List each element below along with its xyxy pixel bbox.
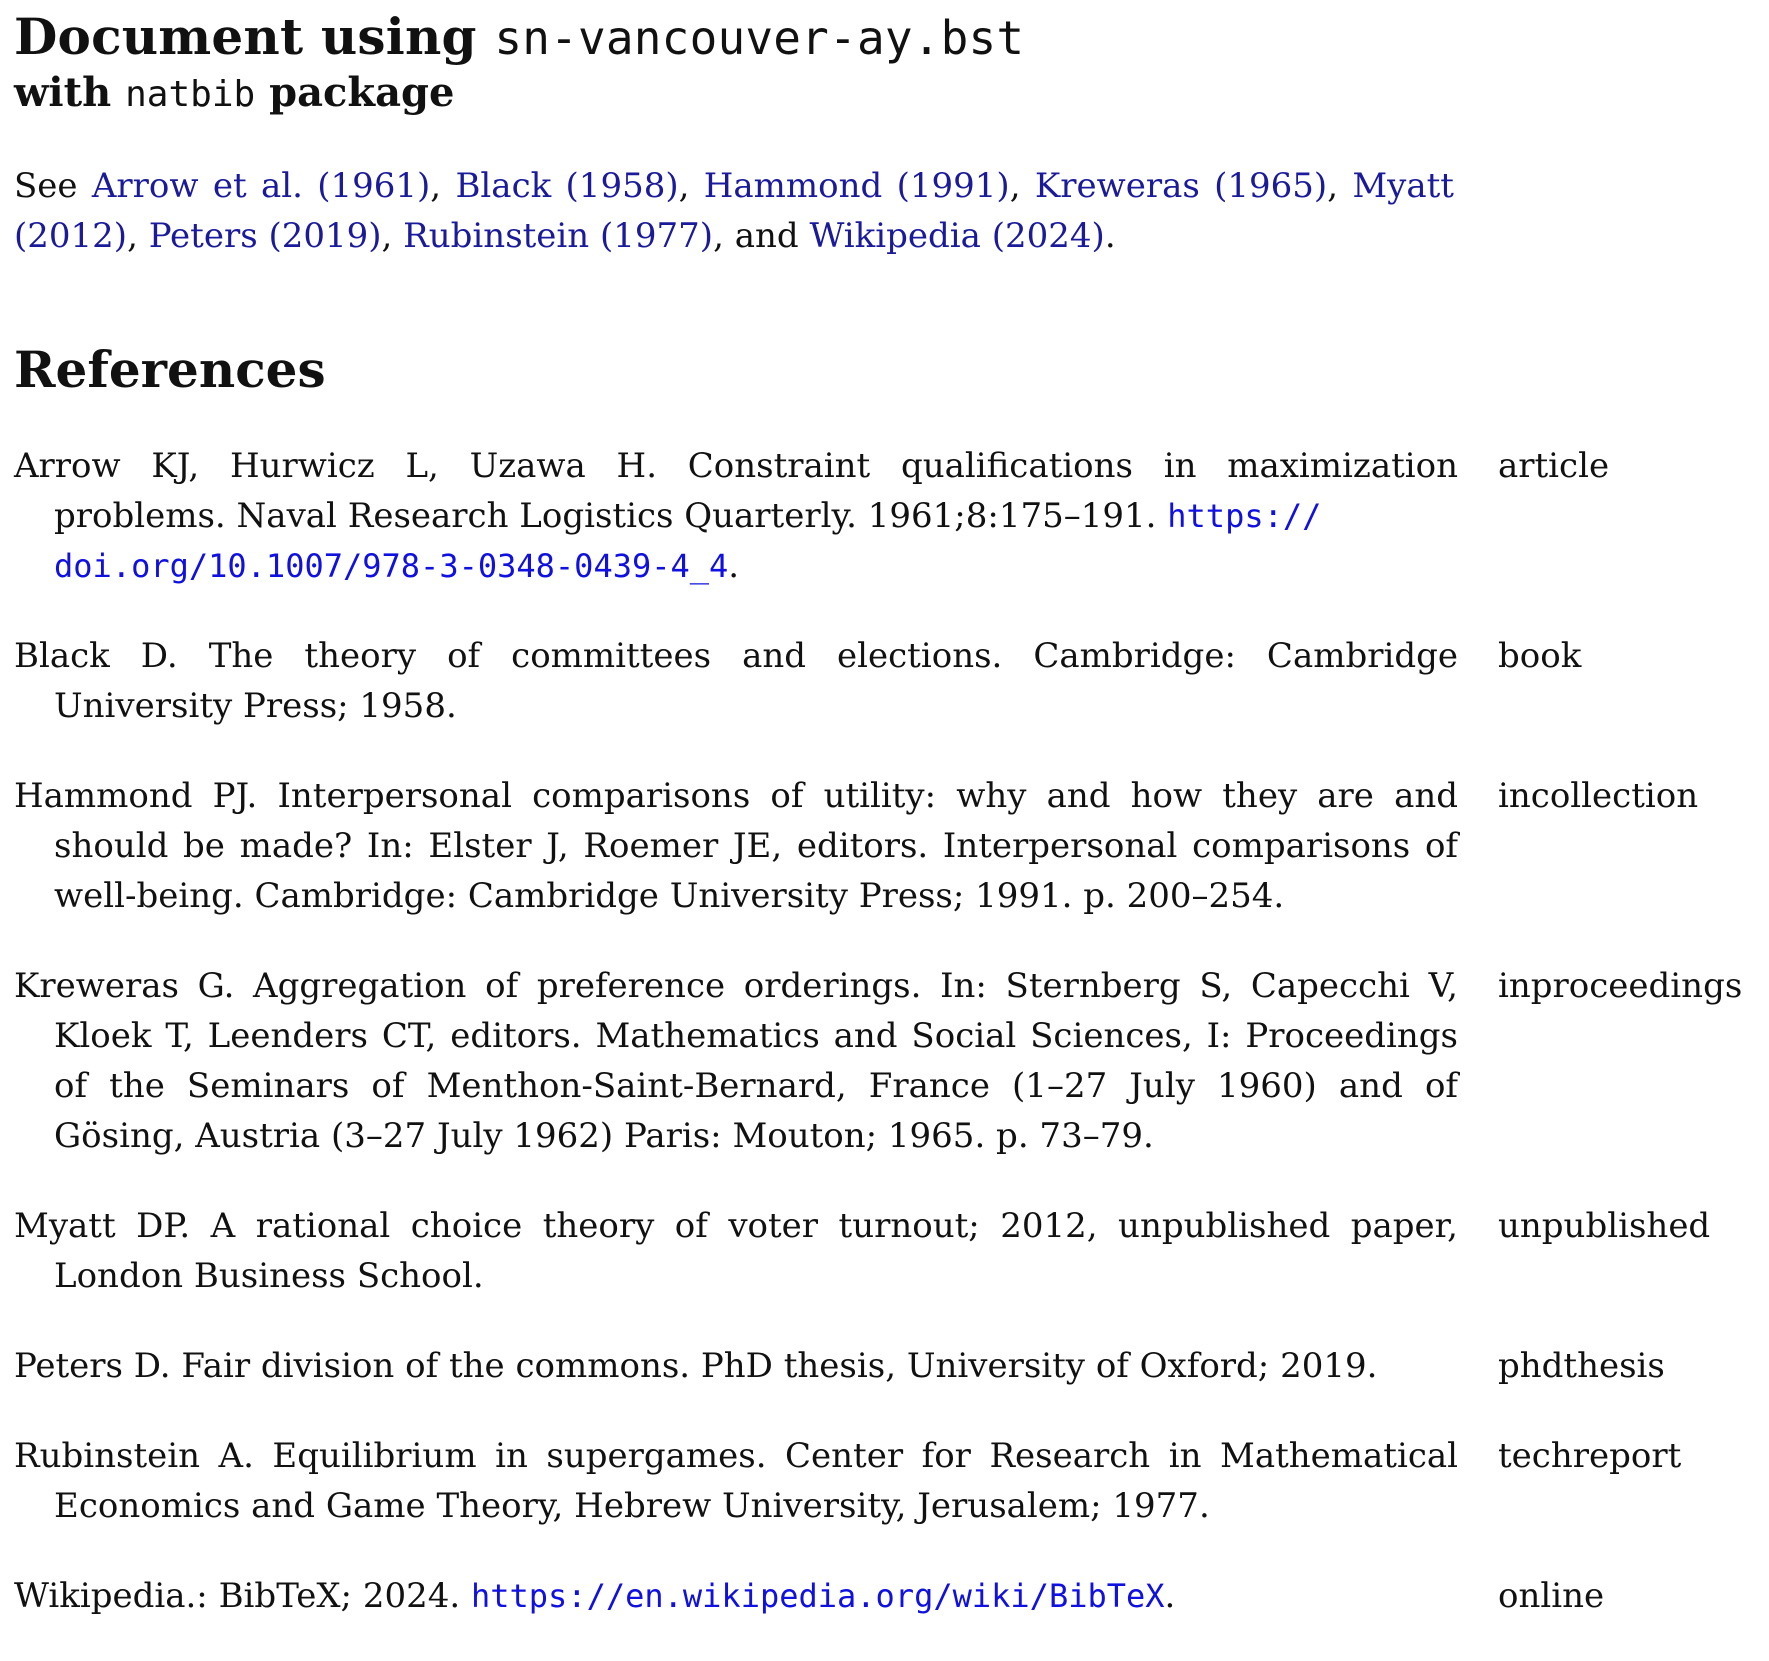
subtitle-code: natbib	[125, 74, 256, 115]
citation-black[interactable]: Black (1958)	[455, 166, 679, 206]
document-title	[14, 0, 1754, 69]
reference-type-label: article	[1498, 446, 1610, 486]
reference-type-label: unpublished	[1498, 1206, 1711, 1246]
reference-text: Peters D. Fair division of the commons. PhD thesis, University of Oxford; 2019.	[14, 1346, 1378, 1386]
reference-text: Rubinstein A. Equilibrium in supergames. Center for Research in Mathematical Economics and Game Theory, Hebrew University, Jerusalem; 1977.	[14, 1436, 1458, 1526]
reference-type-label: incollection	[1498, 776, 1699, 816]
reference-entry-hammond	[14, 771, 1754, 921]
citation-arrow[interactable]: Arrow et al. (1961)	[91, 166, 431, 206]
reference-url-link[interactable]: https://en.wikipedia.org/wiki/BibTeX	[470, 1577, 1165, 1615]
citation-myatt[interactable]: Myatt (2012)	[14, 166, 1454, 256]
reference-text: Wikipedia.: BibTeX; 2024. https://en.wikipedia.org/wiki/BibTeX.	[14, 1576, 1176, 1616]
title-prefix: Document using	[14, 7, 477, 66]
title-code: sn-vancouver-ay.bst	[494, 11, 1025, 65]
reference-entry-peters	[14, 1341, 1754, 1391]
citation-wikipedia[interactable]: Wikipedia (2024)	[809, 216, 1105, 256]
reference-text: Kreweras G. Aggregation of preference orderings. In: Sternberg S, Capecchi V, Kloek T, Leenders CT, editors. Mathematics and Social Sciences, I: Proceedings of the Seminars of Menthon-Saint-Bernard, France (1–27 July 1960) and of Gösing, Austria (3–27 July 1962) Paris: Mouton; 1965. p. 73–79.	[14, 966, 1458, 1156]
reference-text: Myatt DP. A rational choice theory of voter turnout; 2012, unpublished paper, London Business School.	[14, 1206, 1458, 1296]
reference-text: Arrow KJ, Hurwicz L, Uzawa H. Constraint qualifications in maximization problems. Naval Research Logistics Quarterly. 1961;8:175–191. https:// doi.org/10.1007/978-3-0348-0439-4_4.	[14, 446, 1458, 586]
reference-type-label: book	[1498, 636, 1582, 676]
reference-text: Hammond PJ. Interpersonal comparisons of utility: why and how they are and should be made? In: Elster J, Roemer JE, editors. Interpersonal comparisons of well-being. Cambridge: Cambridge University Press; 1991. p. 200–254.	[14, 776, 1458, 916]
intro-see: See	[14, 166, 78, 206]
subtitle-prefix: with	[14, 69, 112, 116]
intro-paragraph: See Arrow et al. (1961), Black (1958), Hammond (1991), Kreweras (1965), Myatt (2012), Peters (2019), Rubinstein (1977), and Wikipedia (2024).	[14, 166, 1454, 256]
reference-type-label: online	[1498, 1576, 1605, 1616]
reference-type-label: phdthesis	[1498, 1346, 1665, 1386]
reference-entry-kreweras	[14, 961, 1754, 1161]
reference-entry-myatt	[14, 1201, 1754, 1301]
references-heading: References	[14, 340, 326, 399]
reference-type-label: techreport	[1498, 1436, 1682, 1476]
reference-entry-wikipedia	[14, 1571, 1754, 1621]
citation-hammond[interactable]: Hammond (1991)	[703, 166, 1010, 206]
reference-entry-arrow	[14, 441, 1754, 591]
reference-list	[14, 441, 1754, 1621]
reference-entry-rubinstein	[14, 1431, 1754, 1531]
reference-doi-link[interactable]: https:// doi.org/10.1007/978-3-0348-0439-4_4	[54, 497, 1322, 585]
reference-text: Black D. The theory of committees and elections. Cambridge: Cambridge University Press; 1958.	[14, 636, 1458, 726]
citation-peters[interactable]: Peters (2019)	[148, 216, 382, 256]
reference-entry-black	[14, 631, 1754, 731]
document-subtitle	[14, 69, 1754, 119]
citation-kreweras[interactable]: Kreweras (1965)	[1034, 166, 1328, 206]
citation-rubinstein[interactable]: Rubinstein (1977)	[403, 216, 714, 256]
document-page	[14, 0, 1754, 1661]
subtitle-suffix: package	[269, 69, 455, 116]
reference-type-label: inproceedings	[1498, 966, 1743, 1006]
